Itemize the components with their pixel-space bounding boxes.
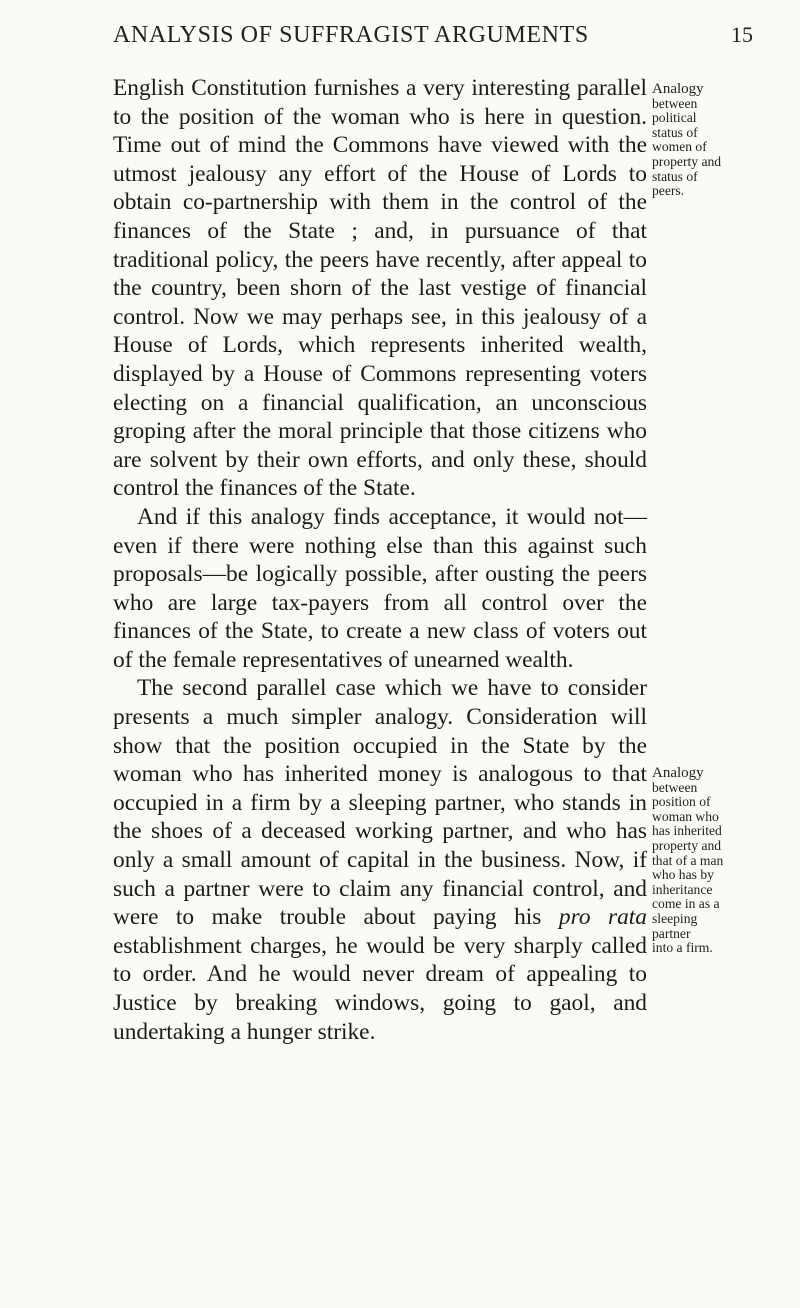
running-head (113, 22, 753, 49)
margin-note-line: sleeping (652, 910, 698, 926)
paragraph-1: English Constitution furnishes a very interesting parallel to the position of the woman who is here in question. Time out of mind the Commons have viewed with the utmost jealousy any effort of the House of Lords to obtain co-partnership with them in the control of the finances of the State ; and, in pursuance of that traditional policy, the peers have recently, after appeal to the country, been shorn of the last vestige of financial control. Now we may perhaps see, in this jealousy of a House of Lords, which represents inherited wealth, displayed by a House of Commons representing voters electing on a financial qualification, an unconscious groping after the moral principle that those citizens who are solvent by their own efforts, and only these, should control the finances of the State. (113, 75, 647, 502)
margin-note-line: property and (652, 153, 722, 169)
margin-note-line: come in as a (652, 896, 720, 912)
margin-note-line: political (652, 110, 697, 126)
margin-note-line: between (652, 95, 698, 111)
margin-note-line: who has by (652, 867, 714, 883)
running-head-title: ANALYSIS OF SUFFRAGIST ARGUMENTS (113, 22, 589, 48)
margin-note-line: inheritance (652, 881, 713, 897)
margin-note-2 (652, 766, 760, 956)
paragraph-2: And if this analogy finds acceptance, it would not—even if there were nothing else than this against such proposals—be logically possible, after ousting the peers who are large tax-payers from all control over the finances of the State, to create a new class of voters out of the female representatives of unearned wealth. (113, 503, 647, 673)
margin-note-line: woman who (652, 808, 719, 824)
paragraph-3 (113, 674, 647, 1046)
margin-note-line: into a firm. (652, 940, 713, 956)
margin-note-line: peers. (652, 183, 685, 199)
margin-note-line: between (652, 779, 698, 795)
margin-note-line: that of a man (652, 852, 724, 868)
margin-note-line: status of (652, 124, 698, 140)
paragraph-3-part-2: establishment charges, he would be very sharply called to order. And he would never dream of appealing to Justice by breaking windows, going to gaol, and undertaking a hunger strike. (113, 932, 647, 1045)
margin-note-line: Analogy (652, 81, 704, 97)
paragraph-3-italic-phrase: pro rata (558, 904, 647, 931)
margin-note-line: women of (652, 139, 707, 155)
margin-note-line: has inherited (652, 823, 722, 839)
margin-note-line: status of (652, 168, 698, 184)
page-number: 15 (731, 22, 753, 47)
margin-note-line: position of (652, 794, 711, 810)
paragraph-3-part-1: The second parallel case which we have to consider presents a much simpler analogy. Consideration will show that the position occupied in the State by the woman who has inherited money is analogous to that occupied in a firm by a sleeping partner, who stands in the shoes of a deceased working partner, and who has only a small amount of capital in the business. Now, if such a partner were to claim any financial control, and were to make trouble about paying his (113, 675, 647, 931)
margin-note-line: property and (652, 837, 722, 853)
margin-note-line: partner (652, 925, 691, 941)
margin-note-1 (652, 82, 760, 199)
body-text (113, 74, 647, 1046)
margin-note-line: Analogy (652, 765, 704, 781)
